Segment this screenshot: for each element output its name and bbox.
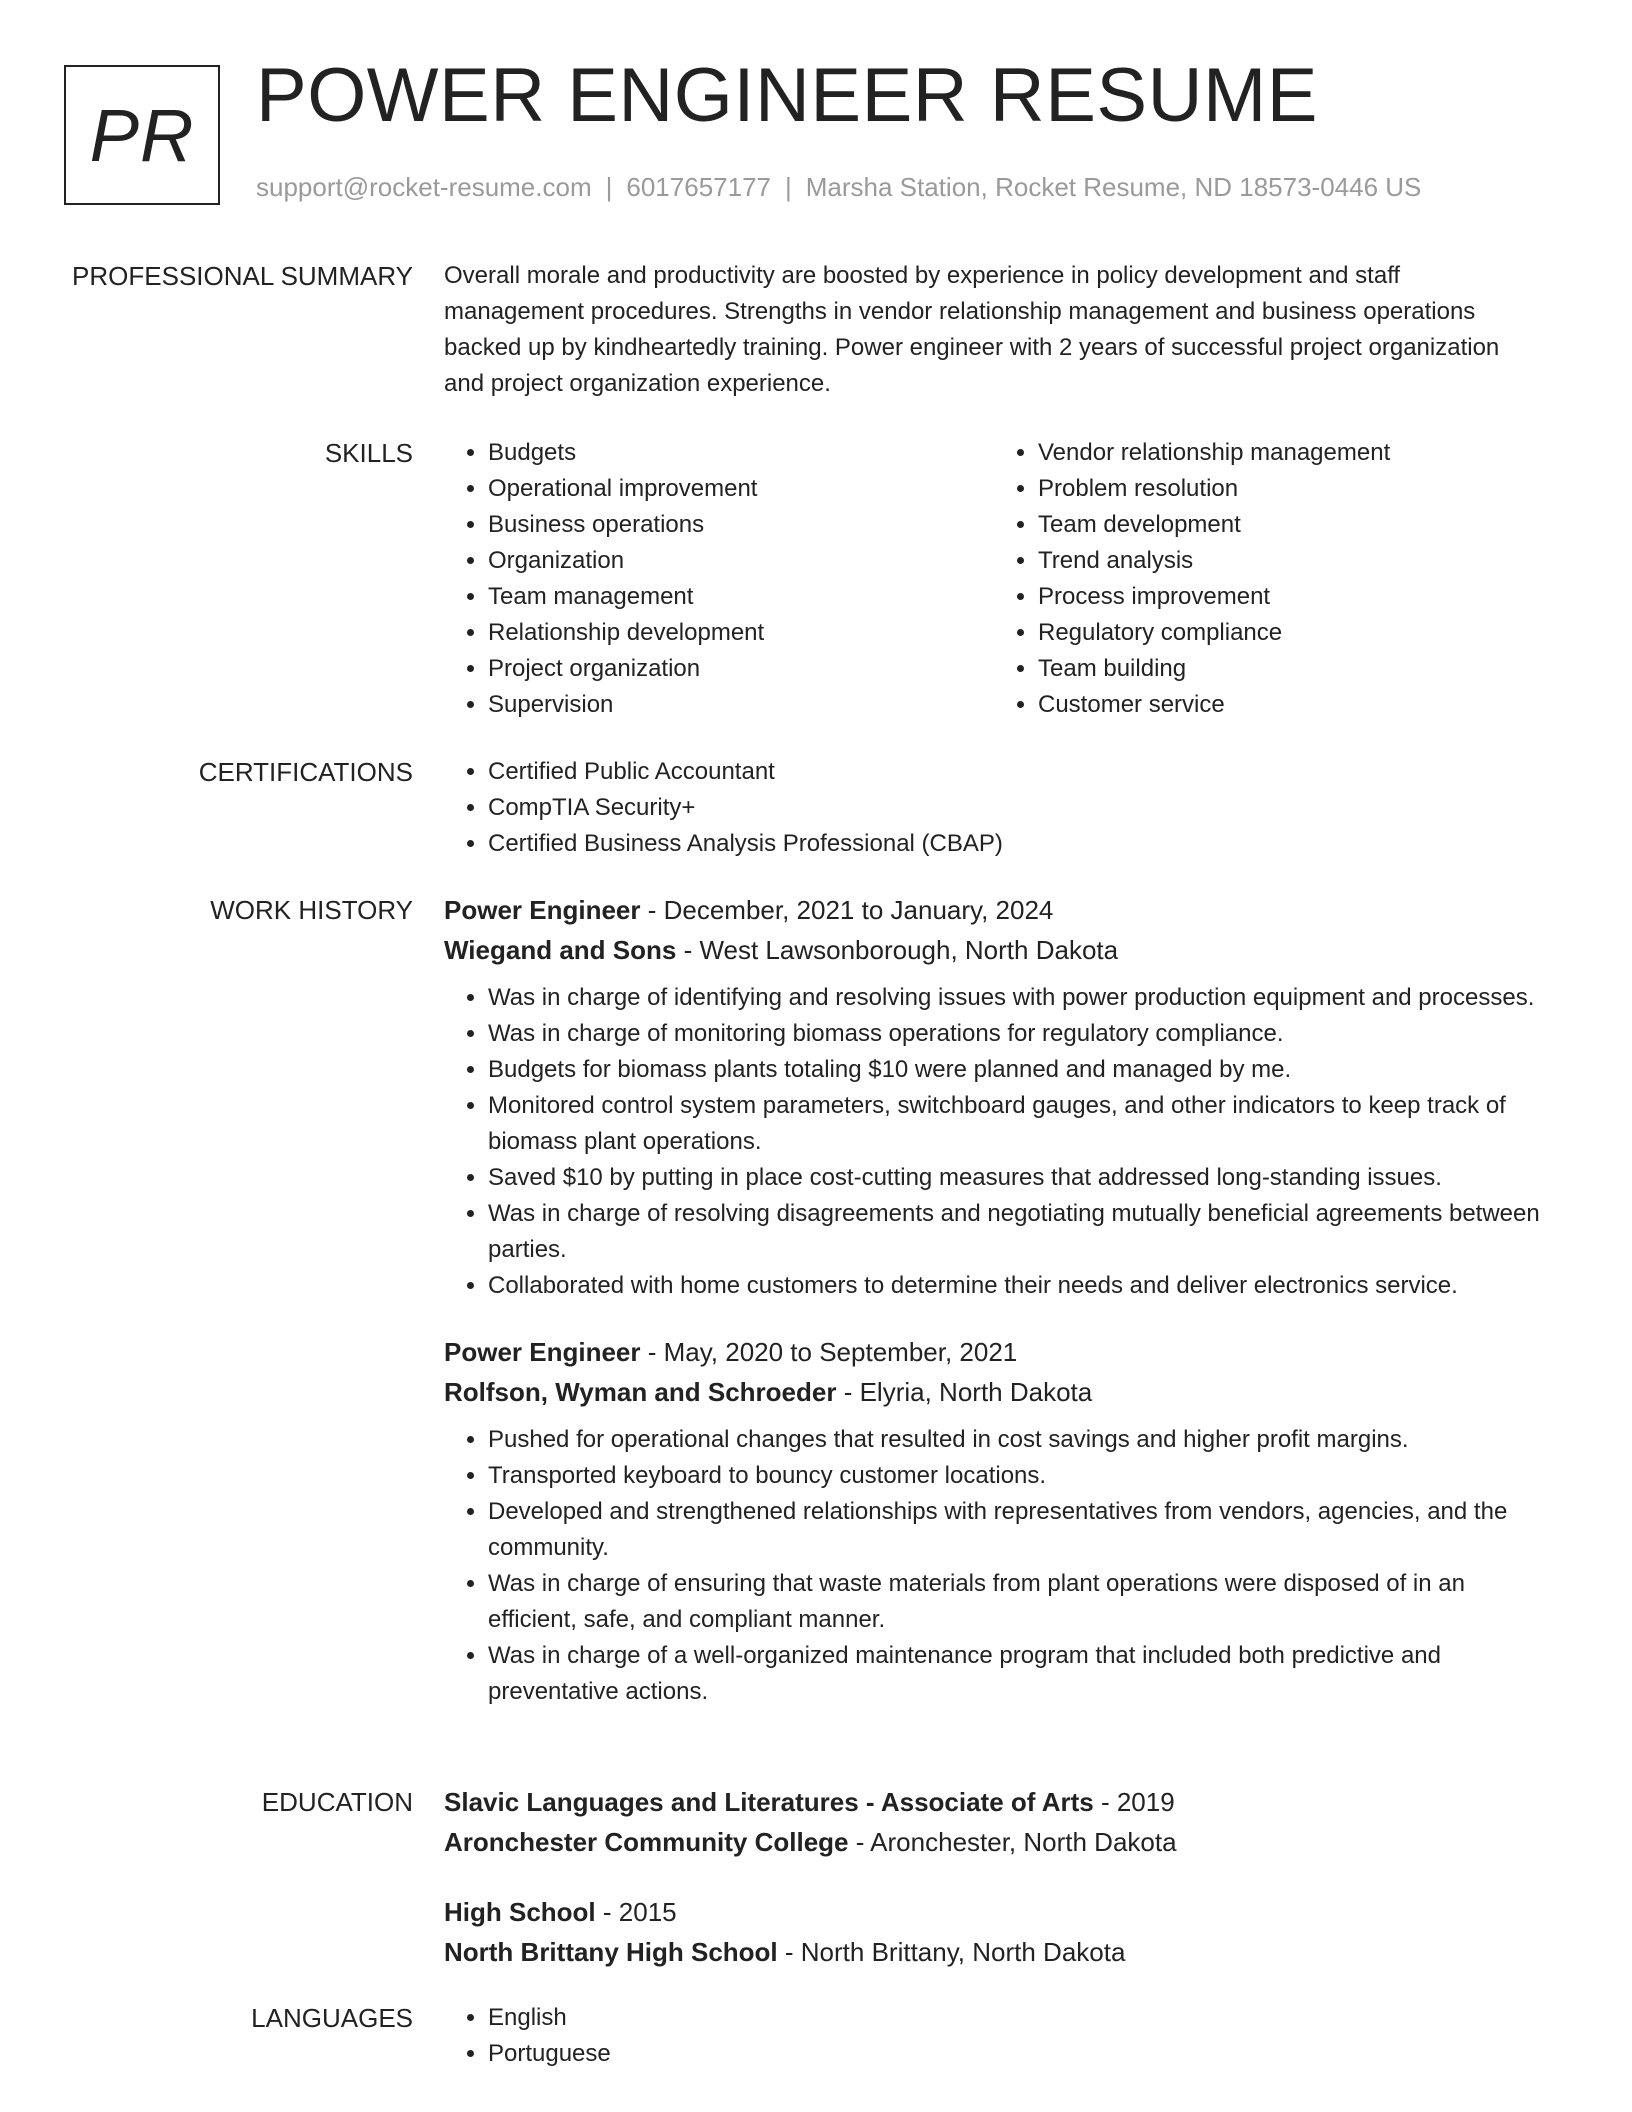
skill-item: • Regulatory compliance xyxy=(1038,615,1544,651)
skill-item: • Team management xyxy=(488,579,994,615)
address-text: Marsha Station, Rocket Resume, ND 18573-0446 US xyxy=(805,172,1422,202)
section-label-education: EDUCATION xyxy=(261,1787,413,1817)
section-label-skills: SKILLS xyxy=(324,438,413,468)
skill-item: • Team building xyxy=(1038,651,1544,687)
section-label-languages: LANGUAGES xyxy=(251,2003,413,2033)
job-bullet: • Transported keyboard to bouncy customer locations. xyxy=(488,1458,1554,1494)
skill-item: • Business operations xyxy=(488,507,994,543)
section-label-summary: PROFESSIONAL SUMMARY xyxy=(72,261,413,291)
skill-item: • Customer service xyxy=(1038,687,1544,723)
job-title-line xyxy=(444,890,1554,930)
skill-item: • Relationship development xyxy=(488,615,994,651)
education-year: - 2019 xyxy=(1093,1787,1175,1817)
education-school-line xyxy=(444,1822,1544,1862)
job-bullet: • Monitored control system parameters, switchboard gauges, and other indicators to keep track of biomass plant operations. xyxy=(488,1088,1554,1160)
skill-item: • Team development xyxy=(1038,507,1544,543)
job-company-line xyxy=(444,1372,1554,1412)
job-bullet: • Was in charge of identifying and resolving issues with power production equipment and processes. xyxy=(488,980,1554,1016)
job-bullet: • Pushed for operational changes that resulted in cost savings and higher profit margins. xyxy=(488,1422,1554,1458)
skills-list-left xyxy=(444,435,994,723)
section-label-certifications: CERTIFICATIONS xyxy=(198,757,413,787)
certification-item: • CompTIA Security+ xyxy=(488,790,1544,826)
languages-list xyxy=(444,2000,1544,2072)
job-location: - West Lawsonborough, North Dakota xyxy=(676,935,1119,965)
skill-item: • Operational improvement xyxy=(488,471,994,507)
page-title: POWER ENGINEER RESUME xyxy=(256,53,1318,138)
monogram-text: PR xyxy=(89,93,195,177)
job-company: Wiegand and Sons xyxy=(444,935,677,965)
education-degree: High School xyxy=(444,1897,596,1927)
job-bullet: • Developed and strengthened relationships with representatives from vendors, agencies, and the community. xyxy=(488,1494,1554,1566)
education-location: - Aronchester, North Dakota xyxy=(848,1827,1177,1857)
skills-list-right xyxy=(994,435,1544,723)
job-bullet: • Was in charge of a well-organized maintenance program that included both predictive and preventative actions. xyxy=(488,1638,1554,1710)
skill-item: • Supervision xyxy=(488,687,994,723)
monogram-box xyxy=(64,65,220,205)
job-company: Rolfson, Wyman and Schroeder xyxy=(444,1377,837,1407)
education-school-line xyxy=(444,1932,1544,1972)
job-company-line xyxy=(444,930,1554,970)
job-title-line xyxy=(444,1332,1554,1372)
summary-text: Overall morale and productivity are boosted by experience in policy development and staff management procedures. Strengths in vendor relationship management and business operations backed up by kindheartedly training. Power engineer with 2 years of successful project organization and project organization experience. xyxy=(444,262,1500,397)
job-title: Power Engineer xyxy=(444,895,641,925)
contact-separator: | xyxy=(785,172,792,202)
education-degree-line xyxy=(444,1892,1544,1932)
skill-item: • Organization xyxy=(488,543,994,579)
contact-line xyxy=(256,172,1421,203)
skill-item: • Trend analysis xyxy=(1038,543,1544,579)
language-item: • English xyxy=(488,2000,1544,2036)
job-bullets xyxy=(444,980,1554,1304)
contact-separator: | xyxy=(605,172,613,202)
job-location: - Elyria, North Dakota xyxy=(836,1377,1093,1407)
certifications-list xyxy=(444,754,1544,862)
job-entry xyxy=(444,890,1554,1304)
skill-item: • Project organization xyxy=(488,651,994,687)
education-school: Aronchester Community College xyxy=(444,1827,849,1857)
job-bullet: • Saved $10 by putting in place cost-cutting measures that addressed long-standing issues. xyxy=(488,1160,1554,1196)
education-school: North Brittany High School xyxy=(444,1937,778,1967)
skill-item: • Vendor relationship management xyxy=(1038,435,1544,471)
education-degree-line xyxy=(444,1782,1544,1822)
phone-text: 6017657177 xyxy=(626,172,771,202)
skill-item: • Problem resolution xyxy=(1038,471,1544,507)
job-bullets xyxy=(444,1422,1554,1710)
job-dates: - May, 2020 to September, 2021 xyxy=(640,1337,1018,1367)
education-entry xyxy=(444,1782,1544,1862)
job-bullet: • Was in charge of monitoring biomass operations for regulatory compliance. xyxy=(488,1016,1554,1052)
job-bullet: • Budgets for biomass plants totaling $10 were planned and managed by me. xyxy=(488,1052,1554,1088)
email-text: support@rocket-resume.com xyxy=(256,172,592,202)
education-entry xyxy=(444,1892,1544,1972)
certification-item: • Certified Public Accountant xyxy=(488,754,1544,790)
certification-item: • Certified Business Analysis Professional (CBAP) xyxy=(488,826,1544,862)
job-bullet: • Collaborated with home customers to determine their needs and deliver electronics service. xyxy=(488,1268,1554,1304)
skill-item: • Process improvement xyxy=(1038,579,1544,615)
job-dates: - December, 2021 to January, 2024 xyxy=(640,895,1054,925)
job-bullet: • Was in charge of resolving disagreements and negotiating mutually beneficial agreements between parties. xyxy=(488,1196,1554,1268)
language-item: • Portuguese xyxy=(488,2036,1544,2072)
education-location: - North Brittany, North Dakota xyxy=(777,1937,1126,1967)
job-bullet: • Was in charge of ensuring that waste materials from plant operations were disposed of in an efficient, safe, and compliant manner. xyxy=(488,1566,1554,1638)
job-title: Power Engineer xyxy=(444,1337,641,1367)
education-year: - 2015 xyxy=(595,1897,677,1927)
education-degree: Slavic Languages and Literatures - Associate of Arts xyxy=(444,1787,1094,1817)
skill-item: • Budgets xyxy=(488,435,994,471)
job-entry xyxy=(444,1332,1554,1710)
section-label-work: WORK HISTORY xyxy=(210,895,413,925)
